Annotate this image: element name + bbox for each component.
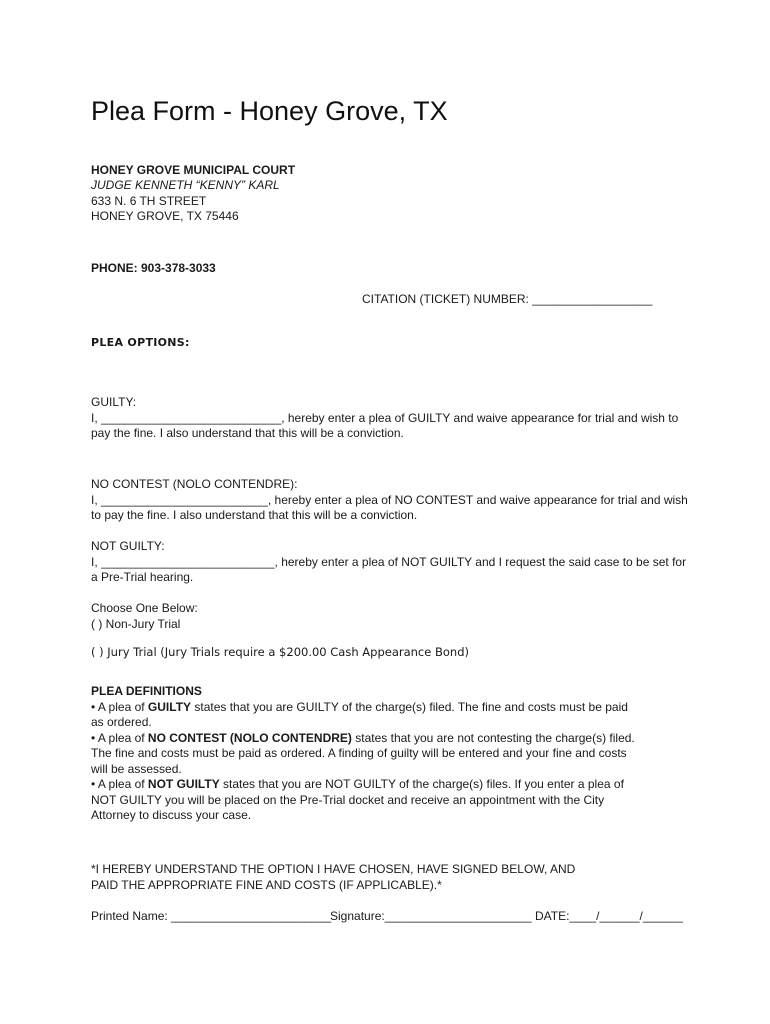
court-phone: PHONE: 903-378-3033 (91, 261, 216, 275)
jury-trial-option[interactable]: ( ) Jury Trial (Jury Trials require a $200.00 Cash Appearance Bond) (91, 645, 469, 659)
definition-not-guilty: • A plea of NOT GUILTY states that you are NOT GUILTY of the charge(s) files. If you enter a plea of (91, 777, 624, 791)
definition-no-contest-cont: The fine and costs must be paid as ordered. A finding of guilty will be entered and your fine and costs (91, 746, 627, 760)
citation-number-field[interactable]: CITATION (TICKET) NUMBER: __________________ (362, 292, 653, 306)
definition-not-guilty-cont2: Attorney to discuss your case. (91, 808, 252, 822)
court-city: HONEY GROVE, TX 75446 (91, 209, 239, 223)
not-guilty-section (91, 539, 687, 586)
definition-not-guilty-cont: NOT GUILTY you will be placed on the Pre-Trial docket and receive an appointment with the City (91, 792, 605, 807)
definition-guilty: • A plea of GUILTY states that you are GUILTY of the charge(s) filed. The fine and costs must be paid (91, 699, 628, 714)
definition-no-contest: • A plea of NO CONTEST (NOLO CONTENDRE) states that you are not contesting the charge(s) filed. (91, 730, 635, 745)
no-contest-section (91, 477, 688, 524)
guilty-heading: GUILTY: (91, 395, 137, 409)
court-street: 633 N. 6 TH STREET (91, 194, 207, 208)
no-contest-statement-line1[interactable]: I, _________________________, hereby enter a plea of NO CONTEST and waive appearance for trial and wish (91, 492, 688, 507)
definition-no-contest-cont2: will be assessed. (91, 761, 182, 776)
printed-name-field[interactable]: Printed Name: ________________________ (91, 909, 332, 923)
plea-options-heading: PLEA OPTIONS: (91, 336, 190, 349)
trial-choice-section (91, 601, 681, 632)
definitions-heading: PLEA DEFINITIONS (91, 684, 202, 698)
signature-field[interactable]: Signature:______________________ (330, 909, 532, 923)
page-title: Plea Form - Honey Grove, TX (91, 96, 448, 126)
date-field[interactable]: DATE:____/______/______ (535, 909, 683, 923)
definition-guilty-cont: as ordered. (91, 715, 152, 729)
court-name: HONEY GROVE MUNICIPAL COURT (91, 163, 296, 177)
acknowledgement-line2: PAID THE APPROPRIATE FINE AND COSTS (IF APPLICABLE).* (91, 877, 442, 892)
guilty-statement-line1[interactable]: I, ___________________________, hereby enter a plea of GUILTY and waive appearance for trial and wish to (91, 410, 679, 425)
no-contest-statement-line2: to pay the fine. I also understand that this will be a conviction. (91, 508, 418, 522)
not-guilty-statement-line2: a Pre-Trial hearing. (91, 570, 194, 584)
non-jury-trial-option[interactable]: ( ) Non-Jury Trial (91, 616, 181, 631)
guilty-statement-line2: pay the fine. I also understand that this will be a conviction. (91, 426, 404, 440)
guilty-section (91, 395, 681, 442)
choose-heading: Choose One Below: (91, 601, 198, 615)
not-guilty-heading: NOT GUILTY: (91, 539, 165, 553)
acknowledgement-line1: *I HEREBY UNDERSTAND THE OPTION I HAVE CHOSEN, HAVE SIGNED BELOW, AND (91, 862, 576, 876)
not-guilty-statement-line1[interactable]: I, __________________________, hereby enter a plea of NOT GUILTY and I request the said case to be set for (91, 554, 687, 569)
judge-name: JUDGE KENNETH “KENNY” KARL (91, 178, 280, 192)
plea-definitions-section (91, 684, 681, 824)
acknowledgement-section (91, 862, 681, 893)
no-contest-heading: NO CONTEST (NOLO CONTENDRE): (91, 477, 298, 491)
